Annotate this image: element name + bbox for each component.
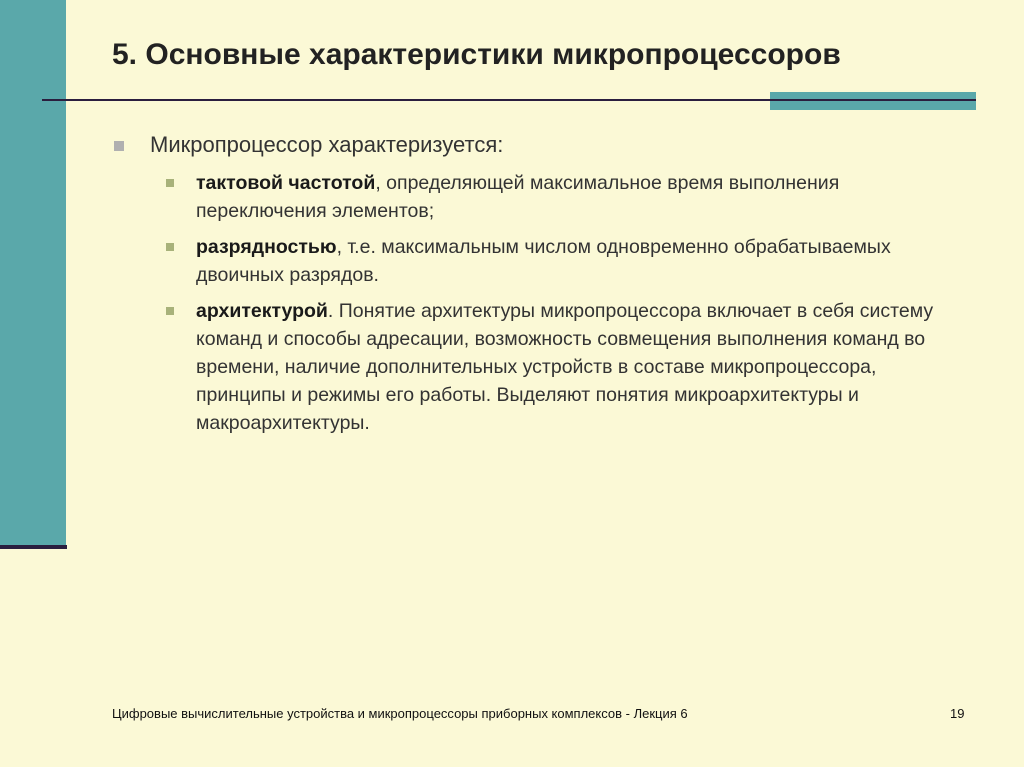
title-accent-block xyxy=(770,92,976,110)
list-item xyxy=(164,169,971,225)
square-bullet-icon xyxy=(166,179,174,187)
square-bullet-icon xyxy=(166,243,174,251)
slide-content xyxy=(112,130,972,437)
square-bullet-icon xyxy=(166,307,174,315)
side-accent-bar xyxy=(0,0,66,546)
item-term: тактовой частотой xyxy=(196,172,376,194)
page-number: 19 xyxy=(950,706,965,721)
title-accent-line xyxy=(770,99,976,101)
slide-title: 5. Основные характеристики микропроцессоров xyxy=(112,38,841,71)
list-item xyxy=(164,233,971,289)
side-accent-underline xyxy=(0,545,67,549)
square-bullet-icon xyxy=(114,141,124,151)
list-item xyxy=(164,297,971,437)
item-term: архитектурой xyxy=(196,300,328,322)
item-term: разрядностью xyxy=(196,236,337,258)
item-text: , т.е. максимальным числом одновременно обрабатываемых двоичных разрядов. xyxy=(196,236,891,286)
intro-text: Микропроцессор характеризуется: xyxy=(150,132,504,157)
item-text: . Понятие архитектуры микропроцессора включает в себя систему команд и способы адресации, возможность совмещения выполнения команд во времени, наличие дополнительных устройств в составе микропроцессора, принципы и режимы его работы. Выделяют понятия микроархитектуры и макроархитектуры. xyxy=(196,300,934,434)
item-text: , определяющей максимальное время выполнения переключения элементов; xyxy=(196,172,840,222)
footer-text: Цифровые вычислительные устройства и микропроцессоры приборных комплексов - Лекция 6 xyxy=(112,706,688,721)
bullet-intro xyxy=(112,130,972,160)
